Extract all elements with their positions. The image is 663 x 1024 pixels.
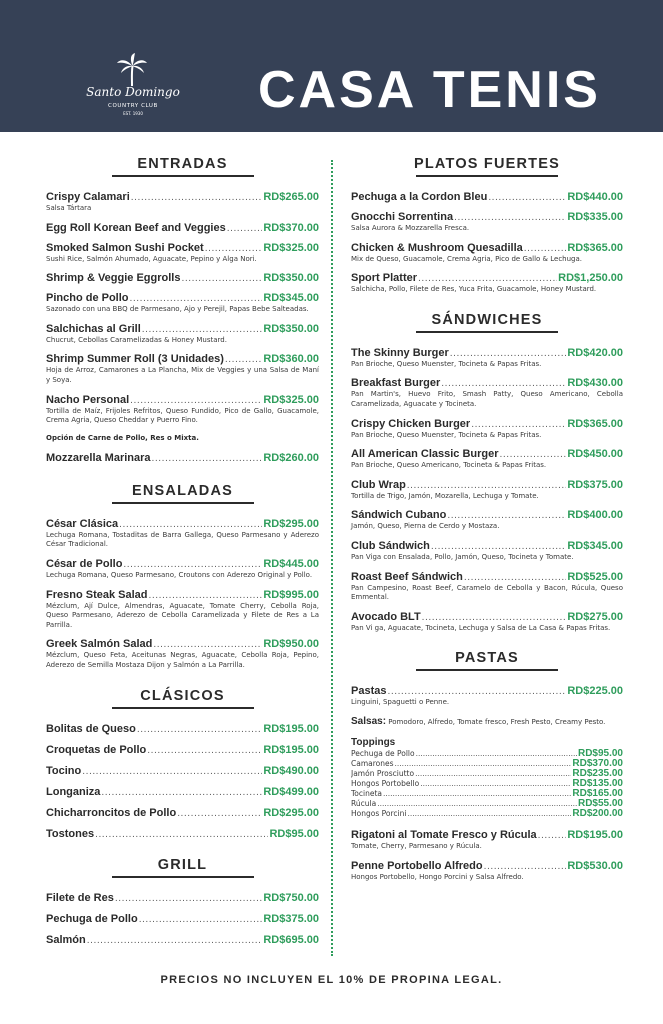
menu-item xyxy=(351,540,623,563)
item-name: Chicken & Mushroom Quesadilla xyxy=(351,241,523,254)
item-name: César de Pollo xyxy=(46,557,123,570)
item-description: Lechuga Romana, Tostaditas de Barra Gallega, Queso Parmesano y Aderezo César Tradicional. xyxy=(46,530,319,549)
topping-row xyxy=(351,749,623,759)
item-description: Pan Vi ga, Aguacate, Tocineta, Lechuga y Salsa de La Casa & Papas Fritas. xyxy=(351,623,611,632)
menu-item xyxy=(46,272,319,284)
section-rule xyxy=(112,502,254,504)
logo-subtitle: COUNTRY CLUB xyxy=(108,103,158,109)
section-platos-fuertes xyxy=(351,155,623,295)
item-name: All American Classic Burger xyxy=(351,448,499,461)
salsas-line xyxy=(351,716,623,727)
platos-fuertes-list xyxy=(351,191,623,295)
topping-price: RD$135.00 xyxy=(572,778,623,789)
item-name: Penne Portobello Alfredo xyxy=(351,859,483,872)
menu-item xyxy=(46,828,319,840)
item-price: RD$430.00 xyxy=(567,377,623,390)
leader-dots xyxy=(500,450,567,460)
item-price: RD$525.00 xyxy=(567,570,623,583)
menu-item xyxy=(351,242,623,265)
item-name: Club Sándwich xyxy=(351,539,430,552)
section-title: SÁNDWICHES xyxy=(431,311,543,328)
menu-item xyxy=(46,589,319,631)
item-description: Linguini, Spaguetti o Penne. xyxy=(351,698,450,707)
item-description: Chucrut, Cebollas Caramelizadas & Honey Mustard. xyxy=(46,335,227,344)
leader-dots xyxy=(181,274,262,284)
clasicos-list xyxy=(46,723,319,840)
menu-item xyxy=(351,685,623,708)
menu-item xyxy=(46,191,319,214)
topping-name: Hongos Portobello xyxy=(351,778,420,788)
item-description: Mix de Queso, Guacamole, Crema Agria, Pico de Gallo & Lechuga. xyxy=(351,254,582,263)
section-rule xyxy=(112,175,254,177)
pastas-list xyxy=(351,829,623,882)
leader-dots xyxy=(205,244,263,254)
item-name: Breakfast Burger xyxy=(351,377,441,390)
leader-dots xyxy=(464,573,566,583)
topping-name: Pechuga de Pollo xyxy=(351,748,415,758)
leader-dots xyxy=(225,355,262,365)
leader-dots xyxy=(447,511,566,521)
item-price: RD$225.00 xyxy=(567,685,623,698)
menu-item xyxy=(46,638,319,670)
salsas-label: Salsas: xyxy=(351,715,387,727)
item-description: Tortilla de Trigo, Jamón, Mozarella, Lechuga y Tomate. xyxy=(351,491,539,500)
grill-list xyxy=(46,892,319,946)
menu-item xyxy=(46,558,319,581)
item-description: Salsa Aurora & Mozzarella Fresca. xyxy=(351,224,470,232)
item-name: Egg Roll Korean Beef and Veggies xyxy=(46,221,226,234)
item-price: RD$265.00 xyxy=(263,191,319,203)
section-entradas xyxy=(46,155,319,464)
menu-item xyxy=(351,377,623,409)
item-name: Pechuga a la Cordon Bleu xyxy=(351,191,488,203)
section-title: PASTAS xyxy=(455,650,519,667)
topping-price: RD$370.00 xyxy=(572,758,623,769)
item-name: Salmón xyxy=(46,933,86,946)
item-price: RD$995.00 xyxy=(263,588,319,601)
menu-item xyxy=(351,611,623,634)
leader-dots xyxy=(488,193,566,203)
item-price: RD$695.00 xyxy=(263,933,319,946)
item-price: RD$445.00 xyxy=(263,557,319,570)
item-description: Mézclum, Queso Feta, Aceitunas Negras, Aguacate, Cebolla Roja, Pepino, Aderezo de Semilla Mostaza Dijon y Salmón a La Parrilla. xyxy=(46,651,319,669)
menu-item xyxy=(351,509,623,532)
leader-dots xyxy=(407,809,571,819)
section-title: ENTRADAS xyxy=(137,156,228,172)
item-description: Salchicha, Pollo, Filete de Res, Yuca Frita, Guacamole, Honey Mustard. xyxy=(351,285,597,294)
item-price: RD$350.00 xyxy=(263,322,319,335)
club-logo xyxy=(74,55,192,125)
item-price: RD$195.00 xyxy=(567,828,623,841)
item-description: Salsa Tártara xyxy=(46,204,92,212)
item-price: RD$1,250.00 xyxy=(558,272,623,285)
item-description: Pan Martin's, Huevo Frito, Smash Patty, Queso Americano, Cebolla Caramelizada, Aguacate y Tocineta. xyxy=(351,390,623,408)
item-name: Club Wrap xyxy=(351,478,406,491)
leader-dots xyxy=(407,481,567,491)
topping-price: RD$95.00 xyxy=(577,748,623,759)
item-description: Jamón, Queso, Pierna de Cerdo y Mostaza. xyxy=(351,522,500,531)
topping-row xyxy=(351,799,623,809)
item-name: Shrimp & Veggie Eggrolls xyxy=(46,272,181,285)
section-rule xyxy=(416,669,558,671)
menu-item xyxy=(351,829,623,852)
topping-name: Rúcula xyxy=(351,798,377,808)
item-price: RD$530.00 xyxy=(567,859,623,872)
item-price: RD$950.00 xyxy=(263,638,319,651)
sandwiches-list xyxy=(351,347,623,634)
leader-dots xyxy=(524,244,567,254)
section-title: ENSALADAS xyxy=(131,482,234,499)
menu-item xyxy=(351,211,623,234)
item-price: RD$490.00 xyxy=(263,764,319,777)
item-price: RD$335.00 xyxy=(567,211,623,223)
topping-price: RD$165.00 xyxy=(572,788,623,799)
item-description: Sazonado con una BBQ de Parmesano, Ajo y Perejil, Papas Bebe Salteadas. xyxy=(46,305,309,314)
section-rule xyxy=(416,175,558,177)
leader-dots xyxy=(422,613,567,623)
item-name: Crispy Calamari xyxy=(46,191,130,203)
leader-dots xyxy=(130,396,262,406)
item-description: Hongos Portobello, Hongo Porcini y Salsa Alfredo. xyxy=(351,872,524,881)
item-name: Greek Salmón Salad xyxy=(46,638,153,651)
item-name: Croquetas de Pollo xyxy=(46,743,147,756)
leader-dots xyxy=(147,746,262,756)
item-price: RD$295.00 xyxy=(263,517,319,530)
footer-note: PRECIOS NO INCLUYEN EL 10% DE PROPINA LEGAL. xyxy=(160,974,503,986)
item-description: Lechuga Romana, Queso Parmesano, Croutons con Aderezo Original y Pollo. xyxy=(46,570,313,579)
topping-price: RD$200.00 xyxy=(572,808,623,819)
leader-dots xyxy=(227,224,263,234)
item-name: Pincho de Pollo xyxy=(46,292,129,305)
leader-dots xyxy=(131,193,263,203)
section-title: GRILL xyxy=(157,856,208,873)
item-description: Sushi Rice, Salmón Ahumado, Aguacate, Pepino y Alga Nori. xyxy=(46,254,257,263)
leader-dots xyxy=(119,520,262,530)
section-clasicos xyxy=(46,687,319,840)
entradas-note: Opción de Carne de Pollo, Res o Mixta. xyxy=(46,433,199,442)
item-name: Smoked Salmon Sushi Pocket xyxy=(46,241,204,254)
item-name: Sándwich Cubano xyxy=(351,509,447,522)
leader-dots xyxy=(450,349,567,359)
menu-item xyxy=(46,222,319,234)
toppings-list xyxy=(351,749,623,819)
leader-dots xyxy=(149,591,263,601)
menu-item xyxy=(46,892,319,904)
item-price: RD$360.00 xyxy=(263,353,319,366)
item-price: RD$750.00 xyxy=(263,891,319,904)
leader-dots xyxy=(538,831,567,841)
menu-item xyxy=(46,452,319,464)
page-title: CASA TENIS xyxy=(258,61,601,119)
item-price: RD$195.00 xyxy=(263,743,319,756)
item-name: Gnocchi Sorrentina xyxy=(351,211,454,223)
ensaladas-list xyxy=(46,518,319,671)
leader-dots xyxy=(395,759,572,769)
topping-name: Camarones xyxy=(351,758,394,768)
item-price: RD$260.00 xyxy=(263,451,319,464)
item-description: Pan Brioche, Queso Americano, Tocineta & Papas Fritas. xyxy=(351,461,547,470)
leader-dots xyxy=(142,325,263,335)
entradas-list xyxy=(46,191,319,426)
menu-item xyxy=(46,744,319,756)
item-name: Tostones xyxy=(46,827,95,840)
topping-row xyxy=(351,779,623,789)
item-name: Tocino xyxy=(46,764,82,777)
item-price: RD$450.00 xyxy=(567,448,623,461)
item-description: Pan Viga con Ensalada, Pollo, Jamón, Queso, Tocineta y Tomate. xyxy=(351,552,574,561)
leader-dots xyxy=(383,789,571,799)
item-price: RD$325.00 xyxy=(263,241,319,254)
menu-item xyxy=(46,913,319,925)
leader-dots xyxy=(130,294,263,304)
leader-dots xyxy=(137,725,262,735)
leader-dots xyxy=(101,788,262,798)
item-name: Rigatoni al Tomate Fresco y Rúcula xyxy=(351,828,537,841)
palm-tree-icon xyxy=(115,53,149,87)
topping-name: Hongos Porcini xyxy=(351,808,407,818)
item-description: Pan Brioche, Queso Muenster, Tocineta & Papas Fritas. xyxy=(351,430,542,439)
topping-price: RD$235.00 xyxy=(572,768,623,779)
leader-dots xyxy=(139,915,263,925)
item-name: Pastas xyxy=(351,685,387,698)
topping-name: Jamón Prosciutto xyxy=(351,768,415,778)
item-price: RD$420.00 xyxy=(567,346,623,359)
toppings-title: Toppings xyxy=(351,736,396,748)
item-price: RD$350.00 xyxy=(263,272,319,285)
item-price: RD$375.00 xyxy=(263,912,319,925)
topping-row xyxy=(351,789,623,799)
leader-dots xyxy=(484,862,567,872)
topping-row xyxy=(351,769,623,779)
section-pastas xyxy=(351,649,623,882)
toppings-block xyxy=(351,737,623,819)
menu-item xyxy=(46,518,319,550)
section-title: PLATOS FUERTES xyxy=(414,156,560,172)
menu-item xyxy=(351,448,623,471)
leader-dots xyxy=(415,769,571,779)
menu-item xyxy=(46,242,319,265)
leader-dots xyxy=(441,379,566,389)
item-name: Filete de Res xyxy=(46,891,114,904)
leader-dots xyxy=(454,213,566,223)
menu-item xyxy=(351,347,623,370)
leader-dots xyxy=(115,894,262,904)
item-price: RD$440.00 xyxy=(567,191,623,203)
item-name: Shrimp Summer Roll (3 Unidades) xyxy=(46,353,224,366)
section-rule xyxy=(112,707,254,709)
item-price: RD$400.00 xyxy=(567,509,623,522)
item-price: RD$295.00 xyxy=(263,806,319,819)
menu-item xyxy=(351,191,623,203)
menu-item xyxy=(351,571,623,603)
menu-item xyxy=(46,807,319,819)
item-name: Crispy Chicken Burger xyxy=(351,417,471,430)
item-price: RD$325.00 xyxy=(263,393,319,406)
menu-item xyxy=(46,934,319,946)
item-name: The Skinny Burger xyxy=(351,346,449,359)
item-price: RD$375.00 xyxy=(567,478,623,491)
leader-dots xyxy=(95,830,268,840)
item-name: Fresno Steak Salad xyxy=(46,588,148,601)
section-rule xyxy=(416,331,558,333)
item-price: RD$275.00 xyxy=(567,610,623,623)
menu-item xyxy=(351,479,623,502)
logo-script-text: Santo Domingo xyxy=(86,85,180,99)
leader-dots xyxy=(471,420,566,430)
item-description: Tomate, Cherry, Parmesano y Rúcula. xyxy=(351,841,482,850)
item-price: RD$370.00 xyxy=(263,221,319,234)
menu-item xyxy=(46,394,319,426)
menu-item xyxy=(46,765,319,777)
item-description: Pan Campesino, Roast Beef, Caramelo de Cebolla y Bacon, Rúcula, Queso Emmental. xyxy=(351,583,623,602)
item-name: Chicharroncitos de Pollo xyxy=(46,806,177,819)
logo-established: EST. 1930 xyxy=(123,111,143,116)
menu-item xyxy=(46,786,319,798)
menu-item xyxy=(46,353,319,385)
item-description: Pan Brioche, Queso Muenster, Tocineta & Papas Fritas. xyxy=(351,359,542,368)
section-rule xyxy=(112,876,254,878)
leader-dots xyxy=(177,809,262,819)
column-divider xyxy=(331,160,333,956)
leader-dots xyxy=(418,274,557,284)
item-name: Avocado BLT xyxy=(351,610,421,623)
right-column xyxy=(351,155,623,894)
leader-dots xyxy=(431,542,567,552)
topping-row xyxy=(351,759,623,769)
menu-item xyxy=(46,723,319,735)
item-price: RD$365.00 xyxy=(567,417,623,430)
leader-dots xyxy=(82,767,262,777)
item-price: RD$499.00 xyxy=(263,785,319,798)
item-description: Mézclum, Ají Dulce, Almendras, Aguacate, Tomate Cherry, Cebolla Roja, Queso Parmesano, Aderezo de Cebolla Caramelizada y Filete de Res a La Parrilla. xyxy=(46,601,319,629)
item-price: RD$345.00 xyxy=(263,292,319,305)
leader-dots xyxy=(387,687,566,697)
leader-dots xyxy=(152,454,263,464)
header-banner xyxy=(0,0,663,132)
leader-dots xyxy=(420,779,571,789)
menu-item xyxy=(351,418,623,441)
item-name: Sport Platter xyxy=(351,272,418,285)
menu-item xyxy=(46,323,319,346)
item-name: Roast Beef Sándwich xyxy=(351,570,463,583)
item-name: Longaniza xyxy=(46,785,101,798)
item-name: César Clásica xyxy=(46,517,119,530)
item-name: Nacho Personal xyxy=(46,393,130,406)
menu-item xyxy=(351,272,623,295)
leader-dots xyxy=(153,640,262,650)
item-price: RD$95.00 xyxy=(269,827,319,840)
item-price: RD$365.00 xyxy=(567,241,623,254)
salsas-options: Pomodoro, Alfredo, Tomate fresco, Fresh Pesto, Creamy Pesto. xyxy=(388,717,606,726)
section-ensaladas xyxy=(46,482,319,671)
item-name: Pechuga de Pollo xyxy=(46,912,138,925)
item-description: Tortilla de Maíz, Frijoles Refritos, Queso Fundido, Pico de Gallo, Guacamole, Crema Agria, Queso Cheddar y Puerro Fino. xyxy=(46,406,319,425)
item-name: Bolitas de Queso xyxy=(46,722,136,735)
menu-item xyxy=(351,860,623,883)
section-grill xyxy=(46,856,319,946)
topping-price: RD$55.00 xyxy=(577,798,623,809)
section-title: CLÁSICOS xyxy=(140,687,225,704)
leader-dots xyxy=(123,560,262,570)
leader-dots xyxy=(377,799,577,809)
item-price: RD$195.00 xyxy=(263,722,319,735)
section-sandwiches xyxy=(351,311,623,634)
item-price: RD$345.00 xyxy=(567,539,623,552)
left-column xyxy=(46,155,319,958)
topping-name: Tocineta xyxy=(351,788,383,798)
menu-item xyxy=(46,292,319,315)
topping-row xyxy=(351,809,623,819)
leader-dots xyxy=(87,936,263,946)
item-name: Mozzarella Marinara xyxy=(46,451,151,464)
leader-dots xyxy=(416,749,577,759)
item-description: Hoja de Arroz, Camarones a La Plancha, Mix de Veggies y una Salsa de Maní y Soya. xyxy=(46,366,319,384)
item-name: Salchichas al Grill xyxy=(46,322,141,335)
